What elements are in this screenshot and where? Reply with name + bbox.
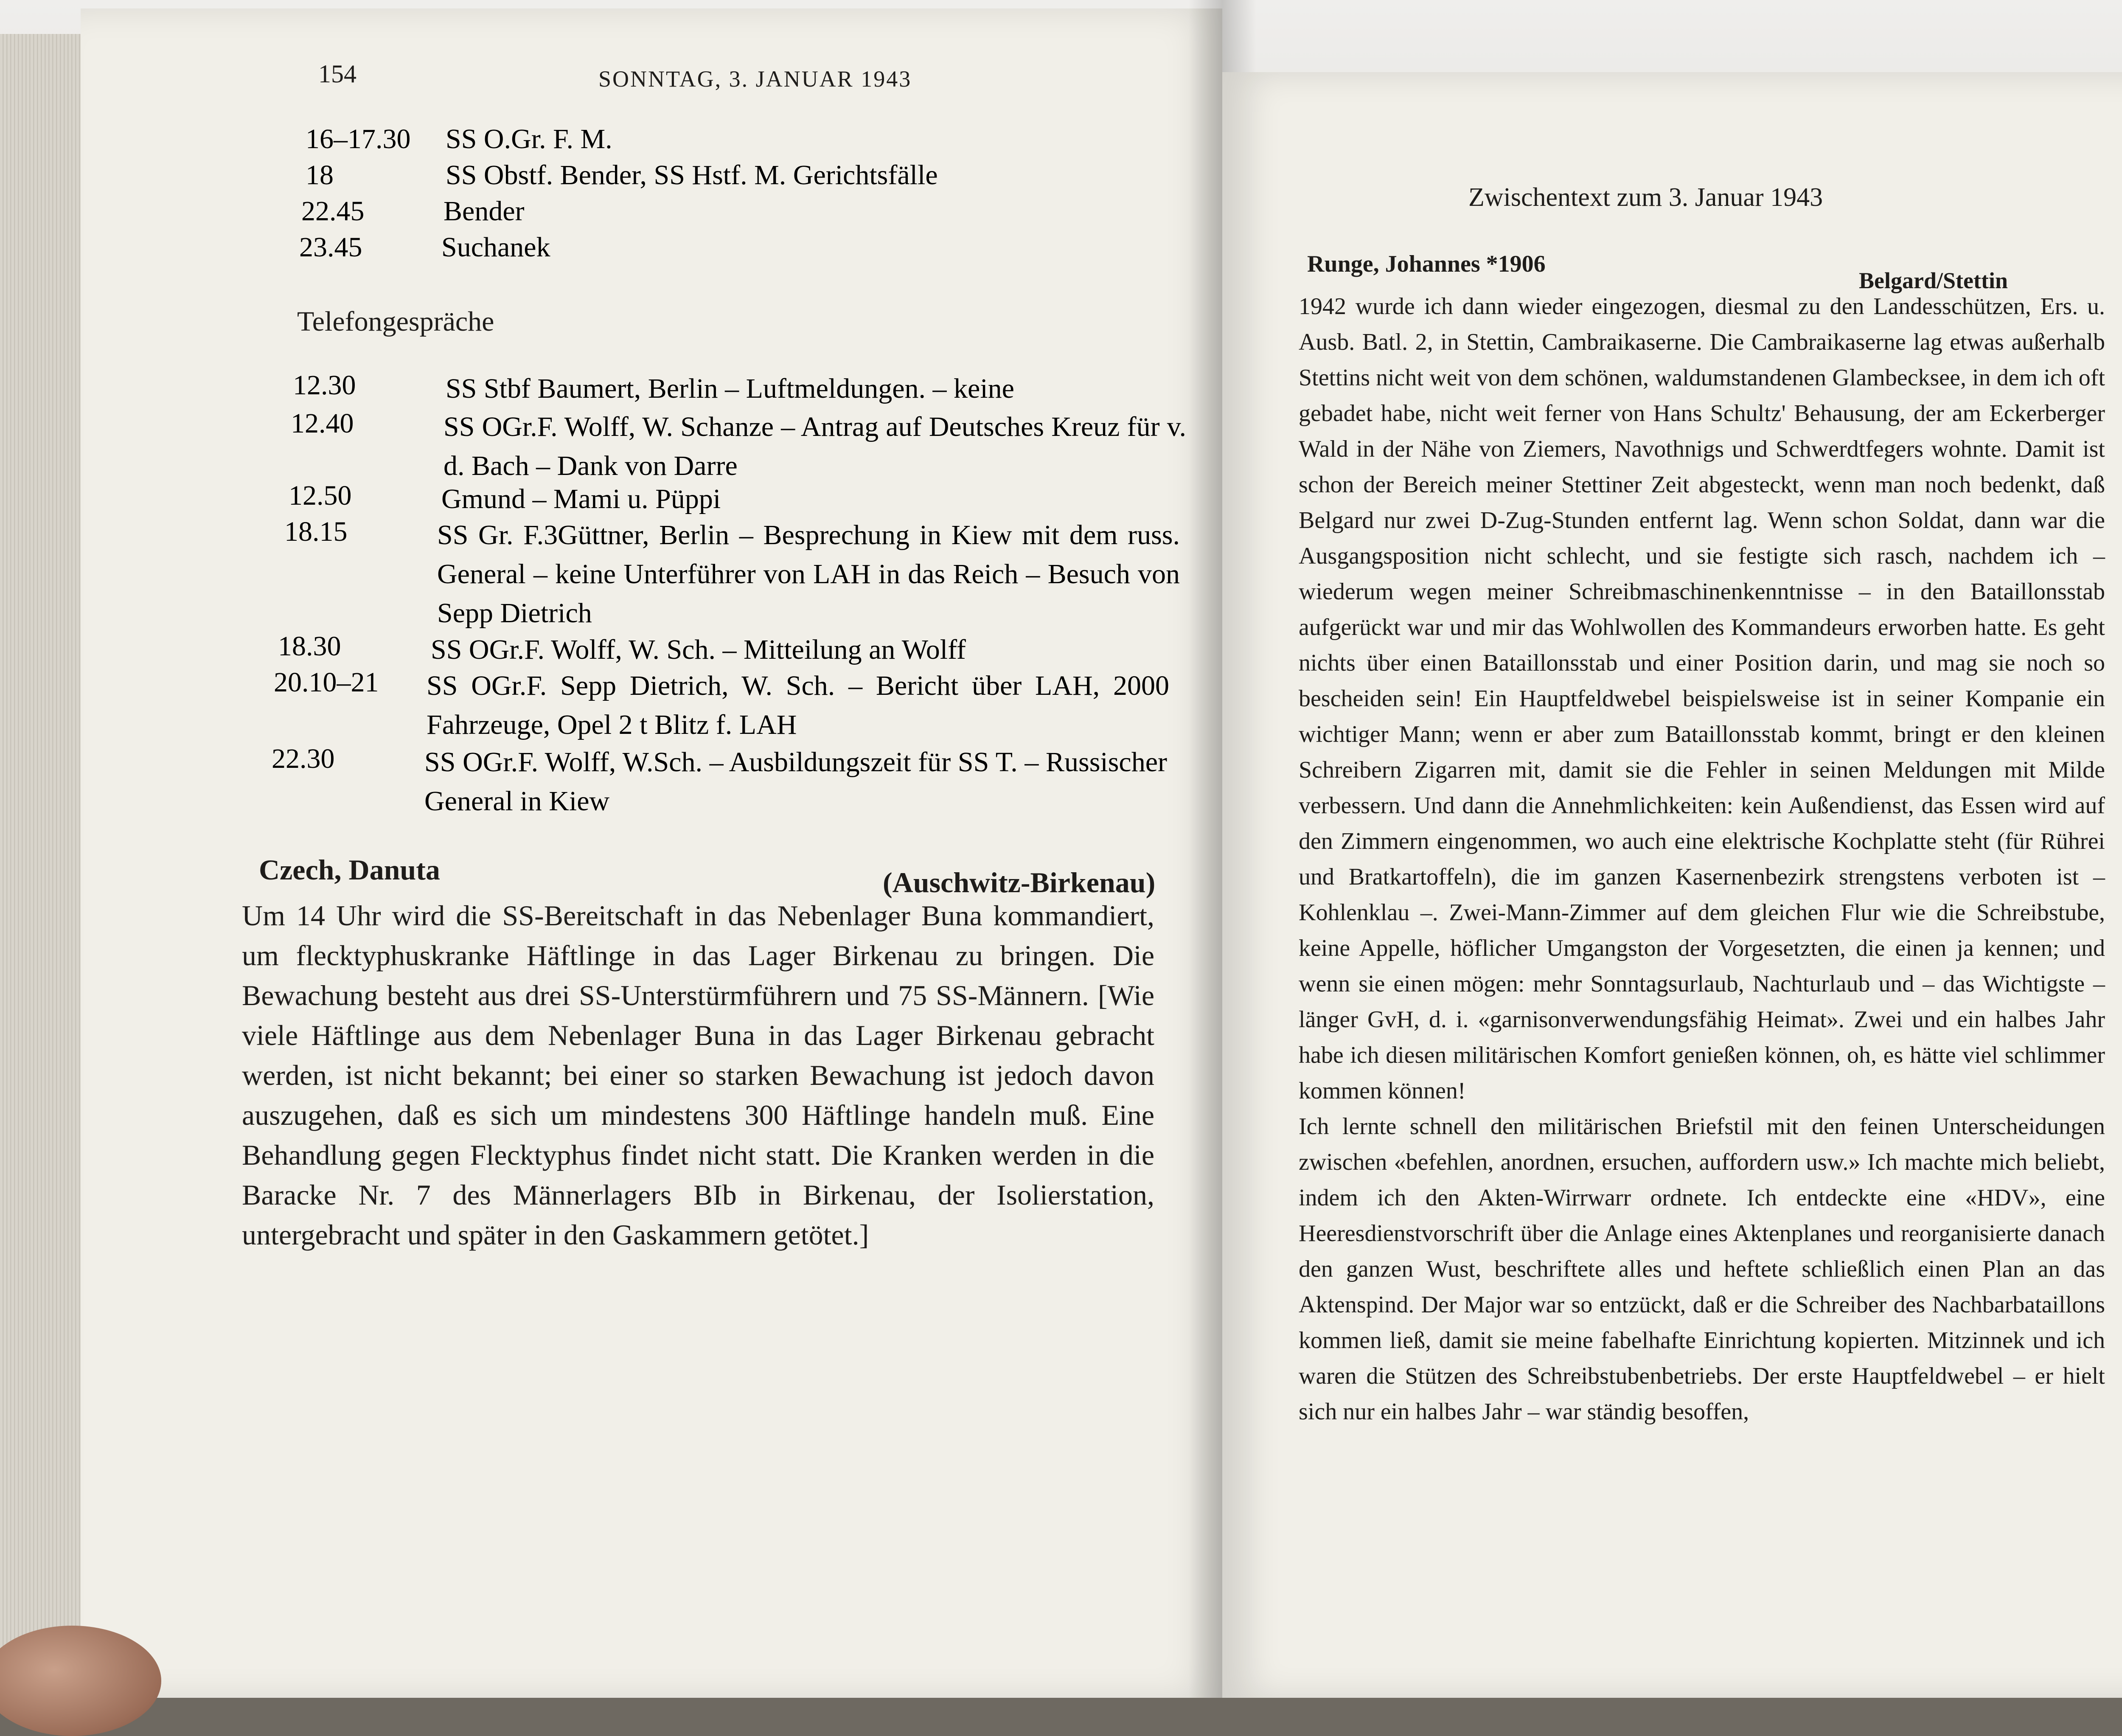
paragraph: Ich lernte schnell den militärischen Briefstil mit den feinen Unterscheidungen zwischen «befehlen, anordnen, ersuchen, auffordern usw.» Ich machte mich beliebt, indem ich den Akten-Wirrwarr ordnete. Ich entdeckte eine «HDV», eine Heeresdienstvorschrift über die Anlage eines Aktenplanes und reorganisierte danach den ganzen Wust, beschriftete alles und heftete schließlich einen Plan an das Aktenspind. Der Major war so entzückt, daß er die Schreiber des Nachbarbataillons kommen ließ, damit sie meine fabelhafte Einrichtung kopierten. Mitzinnek und ich waren die Stützen des Schreibstubenbetriebs. Der erste Hauptfeldwebel – er hielt sich nur ein halbes Jahr – war ständig besoffen, xyxy=(1299,1113,2105,1425)
left-page xyxy=(81,8,1222,1698)
schedule-text: SS Obstf. Bender, SS Hstf. M. Gerichtsfälle xyxy=(446,160,938,191)
telefon-text: SS OGr.F. Sepp Dietrich, W. Sch. – Bericht über LAH, 2000 Fahrzeuge, Opel 2 t Blitz f. LAH xyxy=(427,670,1169,740)
schedule-time: 16–17.30 xyxy=(306,124,411,154)
right-page xyxy=(1222,72,2122,1698)
entry-author: Runge, Johannes *1906 xyxy=(1307,251,1546,277)
telefon-time: 18.30 xyxy=(278,631,341,662)
telefon-time: 18.15 xyxy=(284,516,348,547)
schedule-time: 18 xyxy=(306,160,334,191)
telefon-text: SS OGr.F. Wolff, W. Sch. – Mitteilung an Wolff xyxy=(431,634,966,665)
telefon-text: SS OGr.F. Wolff, W. Schanze – Antrag auf Deutsches Kreuz für v. d. Bach – Dank von Darre xyxy=(443,411,1186,481)
entry-body: Um 14 Uhr wird die SS-Bereitschaft in das Nebenlager Buna kommandiert, um flecktyphuskranke Häftlinge in das Lager Birkenau zu bringen. Die Bewachung besteht aus drei SS-Unterstürmführern und 75 SS-Männern. [Wie viele Häftlinge aus dem Nebenlager Buna in das Lager Birkenau gebracht werden, ist nicht bekannt; bei einer so starken Bewachung ist jedoch davon auszugehen, daß es sich um mindestens 300 Häftlinge handeln muß. Eine Behandlung gegen Flecktyphus findet nicht statt. Die Kranken werden in die Baracke Nr. 7 des Männerlagers BIb in Birkenau, der Isolierstation, untergebracht und später in den Gaskammern getötet.] xyxy=(242,899,1154,1251)
telefon-text: SS Stbf Baumert, Berlin – Luftmeldungen. – keine xyxy=(446,373,1014,404)
paragraph: 1942 wurde ich dann wieder eingezogen, diesmal zu den Landesschützen, Ers. u. Ausb. Batl. 2, in Stettin, Cambraikaserne. Die Cambraikaserne lag etwas außerhalb Stettins nicht weit von dem schönen, waldumstandenen Glambecksee, in dem ich oft gebadet habe, nicht weit ferner von Hans Schultz' Behausung, der am Eckerberger Wald in der Nähe von Ziemers, Navothnigs und Schwerdtfegers wohnte. Damit ist schon der Bereich meiner Stettiner Zeit abgesteckt, wenn man noch bedenkt, daß Belgard nur zwei D-Zug-Stunden entfernt lag. Wenn schon Soldat, dann war die Ausgangsposition nicht schlecht, und sie festigte sich rasch, nachdem ich – wiederum wegen meiner Schreibmaschinenkenntnisse – in den Bataillonsstab aufgerückt war und mir das Wohlwollen des Kommandeurs erworben hatte. Es geht nichts über einen Bataillonsstab und einer Position darin, und mag sie noch so bescheiden sein! Ein Hauptfeldwebel beispielsweise ist in seiner Kompanie ein wichtiger Mann; wenn er aber zum Bataillonsstab kommt, bringt er den kleinen Schreibern Zigarren mit, damit sie die Fehler in seinen Meldungen mit Milde verbessern. Und dann die Annehmlichkeiten: kein Außendienst, das Essen wird auf den Zimmern eingenommen, wo auch eine elektrische Kochplatte steht (für Rührei und Bratkartoffeln), die im ganzen Kasernenbezirk strengstens verboten ist – Kohlenklau –. Zwei-Mann-Zimmer auf dem gleichen Flur wie die Schreibstube, keine Appelle, höflicher Umgangston der Vorgesetzten, die einen ja kennen; und wenn sie einen mögen: mehr Sonntagsurlaub, Nachturlaub und – das Wichtigste – länger GvH, d. i. «garnisonverwendungsfähig Heimat». Zwei und ein halbes Jahr habe ich diesen militärischen Komfort genießen können, oh, es hätte viel schlimmer kommen können! xyxy=(1299,293,2105,1104)
schedule-text: Suchanek xyxy=(441,232,550,263)
schedule-text: SS O.Gr. F. M. xyxy=(446,124,612,154)
entry-body xyxy=(1299,289,2105,1430)
telefon-text: SS Gr. F.3Güttner, Berlin – Besprechung in Kiew mit dem russ. General – keine Unterführer von LAH in das Reich – Besuch von Sepp Dietrich xyxy=(437,520,1180,629)
schedule-time: 23.45 xyxy=(299,232,362,263)
telefon-time: 12.40 xyxy=(291,408,354,439)
telefon-heading: Telefongespräche xyxy=(297,306,494,337)
telefon-time: 12.30 xyxy=(293,370,356,401)
running-header: SONNTAG, 3. JANUAR 1943 xyxy=(598,66,912,92)
section-heading: Zwischentext zum 3. Januar 1943 xyxy=(1468,183,1823,212)
entry-place: (Auschwitz-Birkenau) xyxy=(883,866,1156,899)
schedule-time: 22.45 xyxy=(301,196,365,227)
entry-author: Czech, Danuta xyxy=(259,854,440,886)
schedule-text: Bender xyxy=(443,196,525,227)
telefon-time: 20.10–21 xyxy=(274,667,379,698)
telefon-time: 12.50 xyxy=(289,480,352,511)
telefon-text: Gmund – Mami u. Püppi xyxy=(441,483,721,514)
telefon-time: 22.30 xyxy=(272,743,335,774)
telefon-text: SS OGr.F. Wolff, W.Sch. – Ausbildungszeit für SS T. – Russischer General in Kiew xyxy=(424,747,1167,817)
entry-place: Belgard/Stettin xyxy=(1859,268,2008,293)
page-number: 154 xyxy=(318,60,356,88)
